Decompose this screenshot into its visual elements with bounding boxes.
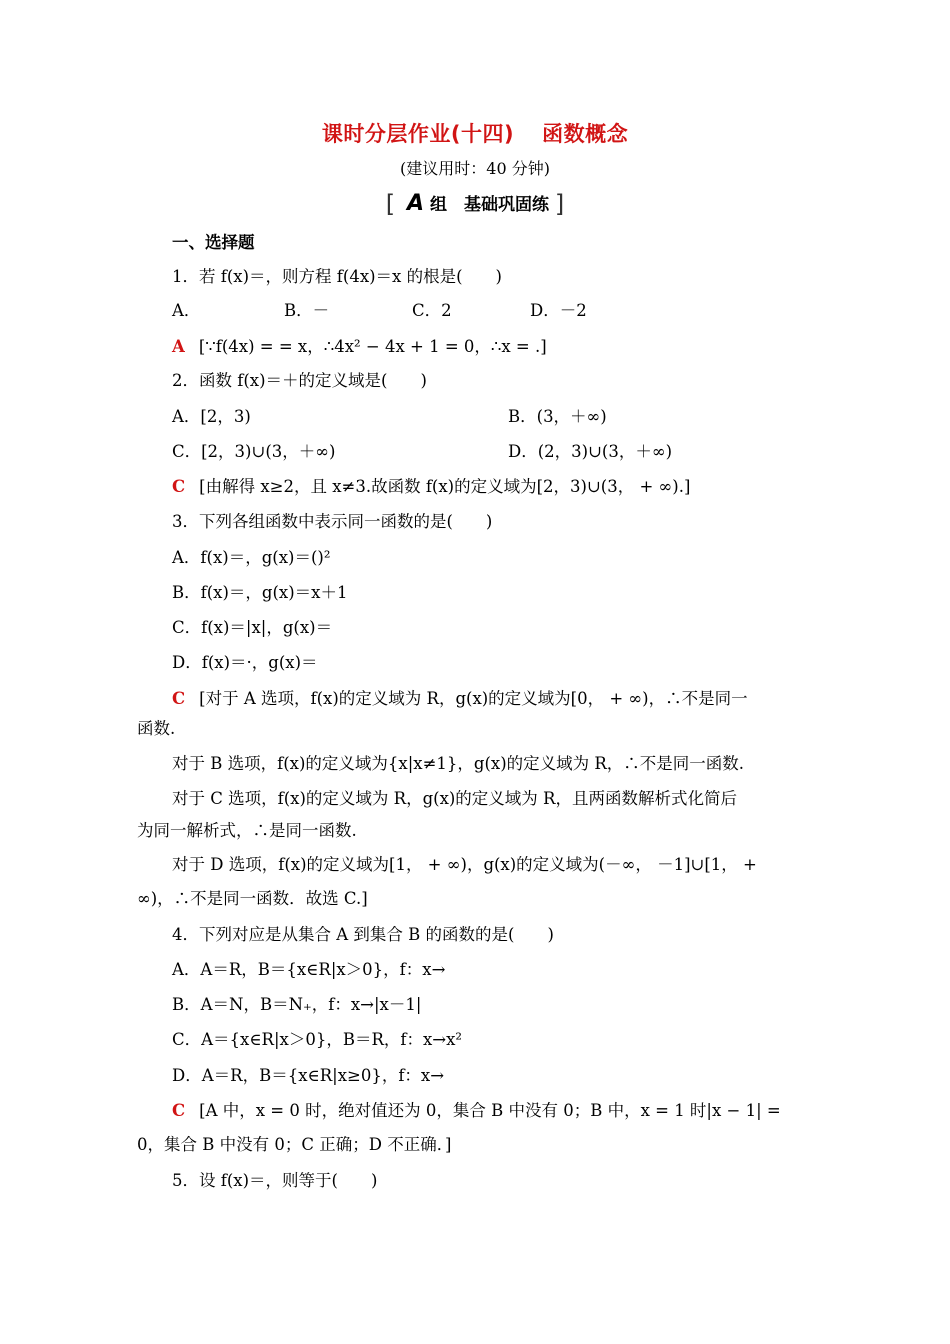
q4-stem: 4．下列对应是从集合 A 到集合 B 的函数的是( )	[172, 925, 554, 944]
q3-explanation-3: 对于 B 选项，f(x)的定义域为{x|x≠1}，g(x)的定义域为 R，∴不是同一函数.	[172, 754, 745, 773]
q2-option-c: C．[2，3)∪(3，＋∞)	[172, 442, 336, 461]
q3-explanation-5: 为同一解析式，∴是同一函数.	[137, 821, 357, 840]
q4-answer-row	[172, 1100, 781, 1122]
q3-option-c: C．f(x)＝|x|，g(x)＝	[172, 618, 333, 637]
q3-explanation-4: 对于 C 选项，f(x)的定义域为 R，g(x)的定义域为 R，且两函数解析式化简后	[172, 789, 737, 808]
q4-option-c: C．A＝{x∈R|x＞0}，B＝R，f：x→x²	[172, 1030, 463, 1049]
q3-option-d: D．f(x)＝·，g(x)＝	[172, 653, 318, 672]
page-subtitle: (建议用时：40 分钟)	[400, 159, 550, 178]
q2-answer: C	[172, 477, 186, 496]
q4-option-b: B．A＝N，B＝N₊，f：x→|x－1|	[172, 995, 422, 1014]
q3-explanation-6: 对于 D 选项，f(x)的定义域为[1， + ∞)，g(x)的定义域为(－∞， －1]∪[1， +	[172, 855, 757, 874]
q1-option-c: C．2	[412, 301, 452, 320]
q3-answer: C	[172, 689, 186, 708]
group-label: 组 基础巩固练	[429, 195, 549, 215]
q4-option-d: D．A＝R，B＝{x∈R|x≥0}，f：x→	[172, 1066, 445, 1085]
q3-explanation-7: ∞)，∴不是同一函数．故选 C.]	[137, 889, 368, 908]
q1-answer: A	[172, 337, 185, 356]
q1-option-a: A．	[172, 301, 201, 320]
q3-option-b: B．f(x)＝，g(x)＝x＋1	[172, 583, 348, 602]
q3-explanation-1: [对于 A 选项，f(x)的定义域为 R，g(x)的定义域为[0， + ∞)，∴不是同一	[199, 689, 748, 708]
group-heading	[0, 190, 950, 218]
q3-stem: 3．下列各组函数中表示同一函数的是( )	[172, 512, 493, 531]
group-letter: A	[407, 191, 425, 216]
title-main: 课时分层作业(十四)	[321, 122, 515, 146]
section-heading: 一、选择题	[172, 233, 255, 252]
q2-option-a: A．[2，3)	[172, 407, 251, 426]
q3-explanation-2: 函数.	[137, 719, 176, 738]
group-bracket-left: [	[385, 190, 396, 218]
q4-option-a: A．A＝R，B＝{x∈R|x＞0}，f：x→	[172, 960, 446, 979]
q2-stem: 2．函数 f(x)＝＋的定义域是( )	[172, 371, 427, 390]
q4-explanation-2: 0，集合 B 中没有 0；C 正确；D 不正确．]	[137, 1135, 452, 1154]
q3-answer-row	[172, 688, 748, 710]
q1-answer-row	[172, 336, 547, 358]
q4-answer: C	[172, 1101, 186, 1120]
q4-explanation-1: [A 中，x = 0 时，绝对值还为 0，集合 B 中没有 0；B 中，x = 1 时|x − 1| =	[199, 1101, 781, 1120]
q1-stem: 1．若 f(x)＝，则方程 f(4x)＝x 的根是( )	[172, 267, 502, 286]
page-title	[0, 118, 950, 148]
q1-option-b: B．－	[284, 301, 330, 320]
q1-explanation: [∵f(4x) = = x，∴4x² − 4x + 1 = 0，∴x = .]	[198, 337, 547, 356]
q5-stem: 5．设 f(x)＝，则等于( )	[172, 1171, 378, 1190]
q2-explanation: [由解得 x≥2，且 x≠3.故函数 f(x)的定义域为[2，3)∪(3， + ∞).]	[199, 477, 691, 496]
title-topic: 函数概念	[542, 122, 629, 146]
q1-option-d: D．－2	[530, 301, 587, 320]
q3-option-a: A．f(x)＝，g(x)＝()²	[172, 548, 331, 567]
group-bracket-right: ]	[554, 190, 565, 218]
q2-answer-row	[172, 476, 690, 498]
q2-option-b: B．(3，＋∞)	[508, 407, 607, 426]
q2-option-d: D．(2，3)∪(3，＋∞)	[508, 442, 673, 461]
